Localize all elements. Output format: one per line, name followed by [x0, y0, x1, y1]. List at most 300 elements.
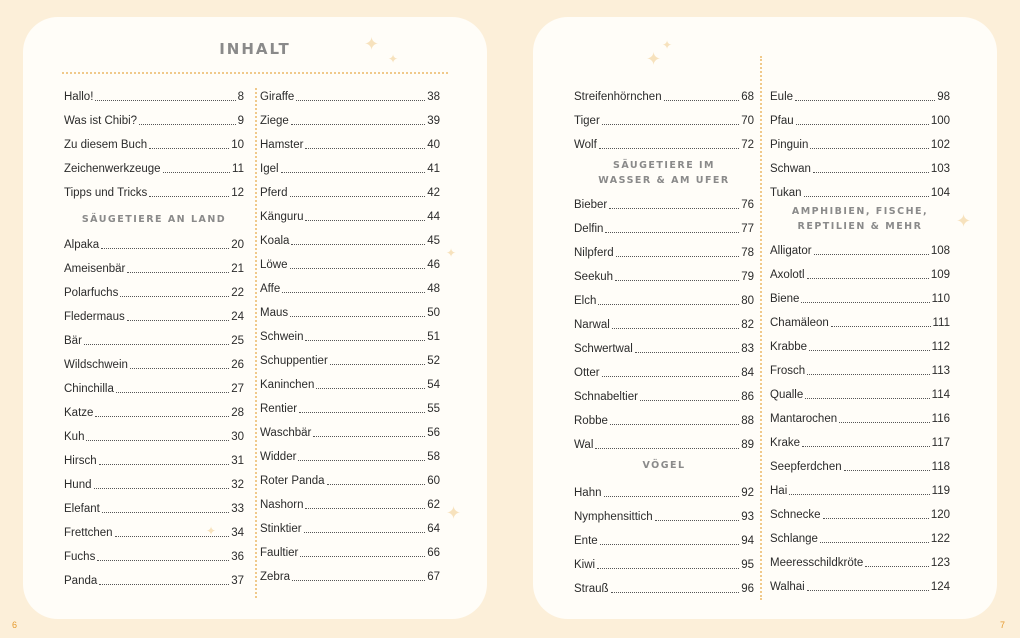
- toc-entry: [770, 458, 950, 474]
- entry-page-number: 40: [427, 139, 440, 151]
- toc-entry: [64, 184, 244, 200]
- left-page: [28, 22, 482, 614]
- entry-page-number: 92: [741, 487, 754, 499]
- entry-page-number: 110: [931, 293, 950, 305]
- dot-leader: [290, 268, 426, 269]
- entry-page-number: 9: [237, 115, 244, 127]
- dot-leader: [296, 100, 425, 101]
- toc-entry: [574, 244, 754, 260]
- entry-page-number: 25: [231, 335, 244, 347]
- dot-leader: [139, 124, 236, 125]
- toc-entry: [770, 242, 950, 258]
- entry-page-number: 60: [427, 475, 440, 487]
- entry-title: Kaninchen: [260, 379, 315, 391]
- dot-leader: [599, 148, 739, 149]
- toc-entry: [574, 532, 754, 548]
- entry-page-number: 70: [741, 115, 754, 127]
- toc-entry: [260, 112, 440, 128]
- entry-title: Bieber: [574, 199, 608, 211]
- toc-entry: [574, 340, 754, 356]
- toc-entry: [260, 352, 440, 368]
- entry-page-number: 48: [427, 283, 440, 295]
- entry-title: Koala: [260, 235, 290, 247]
- entry-title: Schnecke: [770, 509, 821, 521]
- entry-title: Schwan: [770, 163, 811, 175]
- entry-title: Widder: [260, 451, 297, 463]
- entry-title: Delfin: [574, 223, 604, 235]
- entry-page-number: 24: [231, 311, 244, 323]
- entry-title: Polarfuchs: [64, 287, 119, 299]
- dot-leader: [298, 460, 425, 461]
- toc-entry: [260, 376, 440, 392]
- dot-leader: [609, 208, 739, 209]
- toc-entry: [260, 472, 440, 488]
- toc-entry: [64, 332, 244, 348]
- entry-title: Maus: [260, 307, 289, 319]
- toc-entry: [770, 88, 950, 104]
- entry-title: Fledermaus: [64, 311, 125, 323]
- entry-title: Nashorn: [260, 499, 304, 511]
- entry-title: Qualle: [770, 389, 804, 401]
- entry-title: Löwe: [260, 259, 288, 271]
- toc-entry: [260, 88, 440, 104]
- entry-title: Schuppentier: [260, 355, 328, 367]
- entry-page-number: 102: [930, 139, 950, 151]
- entry-page-number: 96: [741, 583, 754, 595]
- toc-entry: [260, 160, 440, 176]
- entry-title: Zeichenwerkzeuge: [64, 163, 161, 175]
- dot-leader: [795, 100, 935, 101]
- sparkle-icon: ✦: [364, 34, 380, 54]
- entry-page-number: 28: [231, 407, 244, 419]
- entry-title: Strauß: [574, 583, 609, 595]
- sparkle-icon: ✦: [662, 38, 673, 52]
- dot-leader: [281, 172, 426, 173]
- entry-title: Pinguin: [770, 139, 809, 151]
- toc-entry: [574, 196, 754, 212]
- entry-title: Giraffe: [260, 91, 295, 103]
- toc-entry: [574, 88, 754, 104]
- toc-entry: [260, 520, 440, 536]
- toc-entry: [574, 112, 754, 128]
- dot-leader: [95, 100, 235, 101]
- toc-entry: [770, 554, 950, 570]
- entry-title: Frosch: [770, 365, 806, 377]
- entry-page-number: 89: [741, 439, 754, 451]
- dot-leader: [865, 566, 928, 567]
- entry-title: Chinchilla: [64, 383, 114, 395]
- entry-title: Schwertwal: [574, 343, 633, 355]
- toc-entry: [770, 362, 950, 378]
- right-page: [538, 22, 992, 614]
- toc-entry: [574, 316, 754, 332]
- dot-leader: [313, 436, 425, 437]
- page-title: INHALT: [219, 40, 291, 58]
- dot-leader: [299, 412, 425, 413]
- entry-page-number: 114: [931, 389, 950, 401]
- dot-leader: [611, 592, 740, 593]
- entry-page-number: 64: [427, 523, 440, 535]
- entry-page-number: 77: [741, 223, 754, 235]
- dot-leader: [316, 388, 425, 389]
- dot-leader: [844, 470, 930, 471]
- entry-title: Elefant: [64, 503, 100, 515]
- toc-entry: [574, 436, 754, 452]
- dot-leader: [127, 320, 229, 321]
- entry-title: Tukan: [770, 187, 802, 199]
- toc-entry: [770, 184, 950, 200]
- entry-page-number: 68: [741, 91, 754, 103]
- entry-page-number: 98: [937, 91, 950, 103]
- dot-leader: [602, 376, 740, 377]
- entry-title: Wildschwein: [64, 359, 128, 371]
- entry-title: Schwein: [260, 331, 304, 343]
- entry-page-number: 31: [231, 455, 244, 467]
- toc-entry: [64, 112, 244, 128]
- sparkle-icon: ✦: [446, 503, 462, 523]
- toc-entry: [770, 160, 950, 176]
- entry-title: Otter: [574, 367, 600, 379]
- title-divider: [62, 72, 448, 74]
- dot-leader: [99, 584, 229, 585]
- entry-page-number: 108: [930, 245, 950, 257]
- toc-entry: [260, 544, 440, 560]
- toc-entry: [260, 400, 440, 416]
- entry-title: Robbe: [574, 415, 608, 427]
- entry-title: Pfau: [770, 115, 794, 127]
- entry-title: Was ist Chibi?: [64, 115, 138, 127]
- dot-leader: [305, 220, 425, 221]
- dot-leader: [605, 232, 739, 233]
- entry-page-number: 44: [427, 211, 440, 223]
- entry-page-number: 78: [741, 247, 754, 259]
- dot-leader: [282, 292, 425, 293]
- entry-page-number: 93: [741, 511, 754, 523]
- dot-leader: [84, 344, 229, 345]
- toc-entry: [770, 112, 950, 128]
- toc-entry: [64, 260, 244, 276]
- toc-entry: [64, 356, 244, 372]
- toc-entry: [260, 304, 440, 320]
- entry-page-number: 38: [427, 91, 440, 103]
- entry-title: Rentier: [260, 403, 298, 415]
- entry-page-number: 86: [741, 391, 754, 403]
- toc-entry: [64, 308, 244, 324]
- entry-page-number: 50: [427, 307, 440, 319]
- dot-leader: [86, 440, 229, 441]
- dot-leader: [99, 464, 230, 465]
- entry-page-number: 82: [741, 319, 754, 331]
- toc-entry: [770, 290, 950, 306]
- entry-title: Roter Panda: [260, 475, 325, 487]
- toc-entry: [574, 412, 754, 428]
- dot-leader: [597, 568, 739, 569]
- toc-entry: [260, 184, 440, 200]
- entry-page-number: 118: [931, 461, 950, 473]
- dot-leader: [149, 148, 229, 149]
- toc-entry: [64, 524, 244, 540]
- toc-entry: [770, 136, 950, 152]
- entry-page-number: 100: [930, 115, 950, 127]
- toc-entry: [64, 284, 244, 300]
- entry-title: Krabbe: [770, 341, 808, 353]
- entry-title: Stinktier: [260, 523, 302, 535]
- entry-title: Känguru: [260, 211, 304, 223]
- entry-page-number: 111: [932, 317, 950, 329]
- entry-title: Katze: [64, 407, 94, 419]
- entry-title: Schlange: [770, 533, 818, 545]
- entry-page-number: 33: [231, 503, 244, 515]
- dot-leader: [610, 424, 739, 425]
- dot-leader: [635, 352, 739, 353]
- dot-leader: [616, 256, 740, 257]
- toc-entry: [770, 434, 950, 450]
- entry-page-number: 66: [427, 547, 440, 559]
- entry-title: Chamäleon: [770, 317, 829, 329]
- dot-leader: [595, 448, 739, 449]
- dot-leader: [805, 398, 929, 399]
- entry-title: Hirsch: [64, 455, 97, 467]
- dot-leader: [807, 278, 929, 279]
- entry-title: Elch: [574, 295, 597, 307]
- toc-entry: [260, 136, 440, 152]
- dot-leader: [598, 304, 739, 305]
- entry-title: Zebra: [260, 571, 291, 583]
- toc-entry: [260, 280, 440, 296]
- toc-entry: [64, 88, 244, 104]
- dot-leader: [102, 512, 229, 513]
- sparkle-icon: ✦: [388, 52, 399, 66]
- dot-leader: [655, 520, 740, 521]
- section-heading: VÖGEL: [642, 460, 686, 471]
- sparkle-icon: ✦: [206, 524, 217, 538]
- entry-page-number: 39: [427, 115, 440, 127]
- entry-page-number: 79: [741, 271, 754, 283]
- toc-entry: [574, 484, 754, 500]
- entry-page-number: 113: [931, 365, 950, 377]
- entry-page-number: 83: [741, 343, 754, 355]
- entry-page-number: 122: [930, 533, 950, 545]
- toc-entry: [64, 380, 244, 396]
- section-heading: SÄUGETIERE AN LAND: [81, 214, 227, 225]
- toc-entry: [260, 232, 440, 248]
- entry-title: Wolf: [574, 139, 597, 151]
- toc-entry: [574, 388, 754, 404]
- entry-page-number: 119: [931, 485, 950, 497]
- entry-page-number: 10: [231, 139, 244, 151]
- entry-title: Axolotl: [770, 269, 805, 281]
- page-number-left: 6: [12, 620, 18, 630]
- entry-page-number: 8: [237, 91, 244, 103]
- dot-leader: [813, 172, 929, 173]
- entry-title: Alligator: [770, 245, 812, 257]
- entry-title: Hamster: [260, 139, 304, 151]
- entry-title: Biene: [770, 293, 800, 305]
- entry-title: Walhai: [770, 581, 805, 593]
- dot-leader: [823, 518, 929, 519]
- dot-leader: [807, 374, 930, 375]
- dot-leader: [163, 172, 231, 173]
- toc-entry: [260, 496, 440, 512]
- entry-page-number: 11: [232, 163, 244, 175]
- section-heading: WASSER & AM UFER: [598, 175, 730, 186]
- dot-leader: [305, 340, 425, 341]
- dot-leader: [95, 416, 229, 417]
- toc-entry: [260, 448, 440, 464]
- section-heading: AMPHIBIEN, FISCHE,: [791, 206, 929, 217]
- dot-leader: [94, 488, 230, 489]
- entry-page-number: 58: [427, 451, 440, 463]
- column-divider: [255, 88, 257, 598]
- entry-title: Panda: [64, 575, 98, 587]
- dot-leader: [789, 494, 929, 495]
- toc-entry: [770, 314, 950, 330]
- entry-title: Zu diesem Buch: [64, 139, 148, 151]
- toc-entry: [64, 500, 244, 516]
- entry-page-number: 120: [930, 509, 950, 521]
- toc-entry: [770, 386, 950, 402]
- toc-entry: [574, 556, 754, 572]
- entry-page-number: 34: [231, 527, 244, 539]
- entry-page-number: 12: [231, 187, 244, 199]
- entry-title: Eule: [770, 91, 794, 103]
- dot-leader: [612, 328, 739, 329]
- toc-entry: [574, 220, 754, 236]
- entry-page-number: 88: [741, 415, 754, 427]
- dot-leader: [615, 280, 739, 281]
- toc-entry: [260, 256, 440, 272]
- page-number-right: 7: [1000, 620, 1006, 630]
- dot-leader: [839, 422, 930, 423]
- entry-title: Wal: [574, 439, 594, 451]
- dot-leader: [120, 296, 229, 297]
- toc-entry: [64, 136, 244, 152]
- entry-page-number: 46: [427, 259, 440, 271]
- entry-page-number: 76: [741, 199, 754, 211]
- entry-page-number: 112: [931, 341, 950, 353]
- toc-entry: [260, 568, 440, 584]
- section-heading: SÄUGETIERE IM: [612, 160, 715, 171]
- entry-page-number: 52: [427, 355, 440, 367]
- entry-page-number: 123: [930, 557, 950, 569]
- toc-entry: [770, 482, 950, 498]
- entry-page-number: 45: [427, 235, 440, 247]
- entry-page-number: 20: [231, 239, 244, 251]
- dot-leader: [291, 244, 425, 245]
- entry-page-number: 26: [231, 359, 244, 371]
- dot-leader: [305, 148, 425, 149]
- dot-leader: [664, 100, 740, 101]
- entry-title: Pferd: [260, 187, 288, 199]
- dot-leader: [804, 196, 929, 197]
- toc-entry: [574, 508, 754, 524]
- dot-leader: [291, 124, 425, 125]
- dot-leader: [602, 124, 739, 125]
- entry-title: Hai: [770, 485, 788, 497]
- dot-leader: [600, 544, 740, 545]
- dot-leader: [290, 316, 425, 317]
- entry-page-number: 30: [231, 431, 244, 443]
- toc-entry: [260, 424, 440, 440]
- entry-page-number: 55: [427, 403, 440, 415]
- toc-entry: [64, 428, 244, 444]
- entry-title: Tiger: [574, 115, 600, 127]
- dot-leader: [802, 446, 930, 447]
- dot-leader: [97, 560, 229, 561]
- dot-leader: [801, 302, 929, 303]
- entry-title: Schnabeltier: [574, 391, 638, 403]
- section-heading: REPTILIEN & MEHR: [797, 221, 923, 232]
- entry-page-number: 51: [427, 331, 440, 343]
- entry-title: Nilpferd: [574, 247, 614, 259]
- entry-title: Mantarochen: [770, 413, 838, 425]
- dot-leader: [130, 368, 229, 369]
- dot-leader: [820, 542, 929, 543]
- toc-entry: [64, 452, 244, 468]
- dot-leader: [116, 392, 229, 393]
- entry-title: Kuh: [64, 431, 85, 443]
- entry-title: Waschbär: [260, 427, 312, 439]
- dot-leader: [330, 364, 425, 365]
- entry-page-number: 109: [930, 269, 950, 281]
- toc-entry: [64, 404, 244, 420]
- entry-title: Fuchs: [64, 551, 96, 563]
- entry-title: Igel: [260, 163, 279, 175]
- entry-title: Seepferdchen: [770, 461, 842, 473]
- entry-page-number: 80: [741, 295, 754, 307]
- entry-title: Streifenhörnchen: [574, 91, 662, 103]
- entry-page-number: 42: [427, 187, 440, 199]
- entry-title: Tipps und Tricks: [64, 187, 148, 199]
- toc-entry: [64, 476, 244, 492]
- entry-page-number: 84: [741, 367, 754, 379]
- toc-entry: [64, 572, 244, 588]
- toc-entry: [770, 578, 950, 594]
- toc-entry: [64, 548, 244, 564]
- dot-leader: [809, 350, 930, 351]
- entry-title: Bär: [64, 335, 82, 347]
- entry-page-number: 67: [427, 571, 440, 583]
- entry-page-number: 103: [930, 163, 950, 175]
- entry-title: Nymphensittich: [574, 511, 653, 523]
- dot-leader: [604, 496, 740, 497]
- dot-leader: [127, 272, 229, 273]
- toc-entry: [770, 266, 950, 282]
- dot-leader: [807, 590, 929, 591]
- sparkle-icon: ✦: [956, 211, 972, 231]
- dot-leader: [304, 532, 426, 533]
- entry-title: Frettchen: [64, 527, 113, 539]
- dot-leader: [640, 400, 739, 401]
- toc-entry: [770, 530, 950, 546]
- toc-entry: [574, 580, 754, 596]
- sparkle-icon: ✦: [646, 49, 662, 69]
- entry-title: Hahn: [574, 487, 602, 499]
- entry-page-number: 37: [231, 575, 244, 587]
- entry-title: Ente: [574, 535, 598, 547]
- dot-leader: [814, 254, 929, 255]
- toc-entry: [260, 328, 440, 344]
- toc-entry: [574, 136, 754, 152]
- entry-page-number: 32: [231, 479, 244, 491]
- entry-title: Narwal: [574, 319, 610, 331]
- dot-leader: [796, 124, 929, 125]
- entry-page-number: 54: [427, 379, 440, 391]
- entry-page-number: 104: [930, 187, 950, 199]
- entry-page-number: 124: [930, 581, 950, 593]
- toc-entry: [770, 506, 950, 522]
- entry-page-number: 116: [931, 413, 950, 425]
